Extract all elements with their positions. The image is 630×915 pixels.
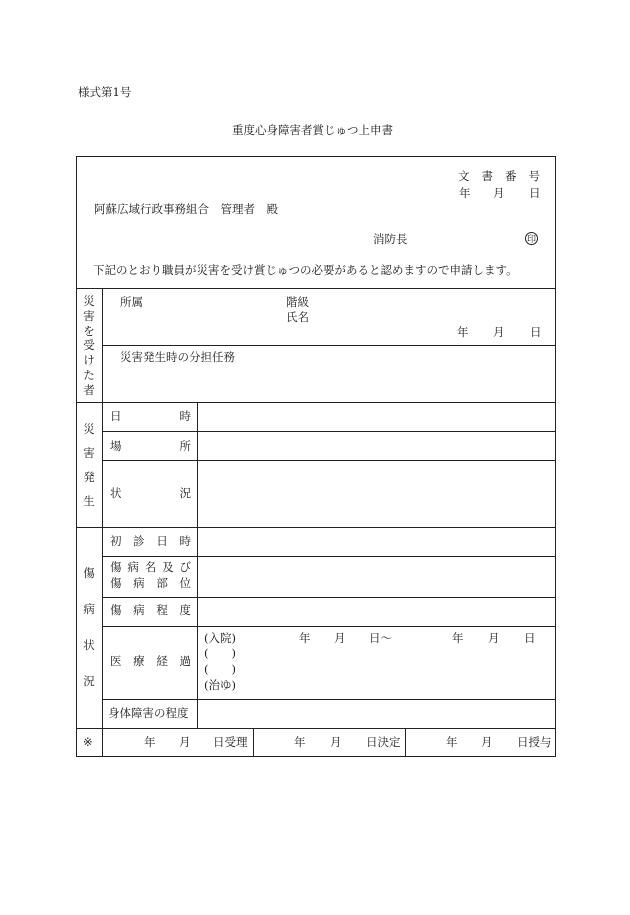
divider: [102, 597, 556, 598]
injury-site-label: 傷 病 部 位: [110, 576, 191, 590]
divider: [197, 402, 198, 728]
injured-person-side-label: 災 害 を 受 け た 者: [83, 294, 95, 397]
treatment-label: 医 療 経 過: [110, 654, 191, 668]
place-label: 場 所: [110, 439, 191, 453]
assigned-duty-label: 災害発生時の分担任務: [120, 350, 235, 364]
fire-chief-label: 消防長: [373, 232, 408, 246]
received-month: 月: [179, 735, 191, 749]
received-day: 日受理: [213, 735, 248, 749]
treatment-blank-2: ( ): [204, 662, 236, 676]
decided-year: 年: [294, 735, 306, 749]
treatment-blank-1: ( ): [204, 646, 236, 660]
office-use-mark: ※: [83, 735, 93, 749]
divider: [102, 626, 556, 627]
period-month-to: 月: [488, 631, 500, 645]
injured-date-day: 日: [530, 325, 542, 339]
divider: [253, 728, 254, 757]
document-number-label: 文 書 番 号: [458, 169, 540, 183]
period-year-from: 年: [299, 631, 311, 645]
injury-status-side-label: 傷 病 状 況: [83, 566, 95, 689]
period-year-to: 年: [452, 631, 464, 645]
datetime-label: 日 時: [110, 409, 191, 423]
divider: [102, 460, 556, 461]
injured-date-month: 月: [493, 325, 505, 339]
name-label: 氏名: [286, 310, 309, 324]
form-number: 様式第1号: [78, 85, 132, 99]
divider: [76, 728, 556, 729]
disability-degree-label: 身体障害の程度: [108, 706, 189, 720]
header-date-day: 日: [529, 186, 541, 200]
affiliation-label: 所属: [120, 295, 143, 309]
severity-label: 傷 病 程 度: [110, 603, 191, 617]
occurrence-side-label: 災 害 発 生: [83, 422, 95, 509]
divider: [102, 345, 556, 346]
header-date-year: 年: [459, 186, 471, 200]
request-text: 下記のとおり職員が災害を受け賞じゅつの必要があると認めますので申請します。: [93, 263, 518, 277]
awarded-day: 日授与: [517, 735, 552, 749]
situation-label: 状 況: [110, 486, 191, 500]
awarded-year: 年: [446, 735, 458, 749]
header-date-month: 月: [493, 186, 505, 200]
divider: [102, 699, 556, 700]
addressee: 阿蘇広域行政事務組合 管理者 殿: [94, 202, 278, 216]
form-title: 重度心身障害者賞じゅつ上申書: [232, 123, 393, 137]
divider: [102, 431, 556, 432]
period-day-to: 日: [524, 631, 536, 645]
period-day-from: 日〜: [369, 631, 392, 645]
decided-day: 日決定: [366, 735, 401, 749]
injured-date-year: 年: [457, 325, 469, 339]
decided-month: 月: [330, 735, 342, 749]
divider: [102, 556, 556, 557]
divider: [405, 728, 406, 757]
seal-icon: 印: [525, 232, 538, 245]
treatment-inpatient: (入院): [204, 631, 236, 645]
treatment-cured: (治ゆ): [204, 678, 236, 692]
first-visit-label: 初 診 日 時: [110, 534, 191, 548]
awarded-month: 月: [481, 735, 493, 749]
divider: [76, 288, 556, 289]
injury-name-label: 傷 病 名 及 び: [110, 560, 191, 574]
divider: [76, 527, 556, 528]
rank-label: 階級: [286, 295, 309, 309]
period-month-from: 月: [334, 631, 346, 645]
divider: [102, 288, 103, 757]
divider: [76, 402, 556, 403]
received-year: 年: [144, 735, 156, 749]
